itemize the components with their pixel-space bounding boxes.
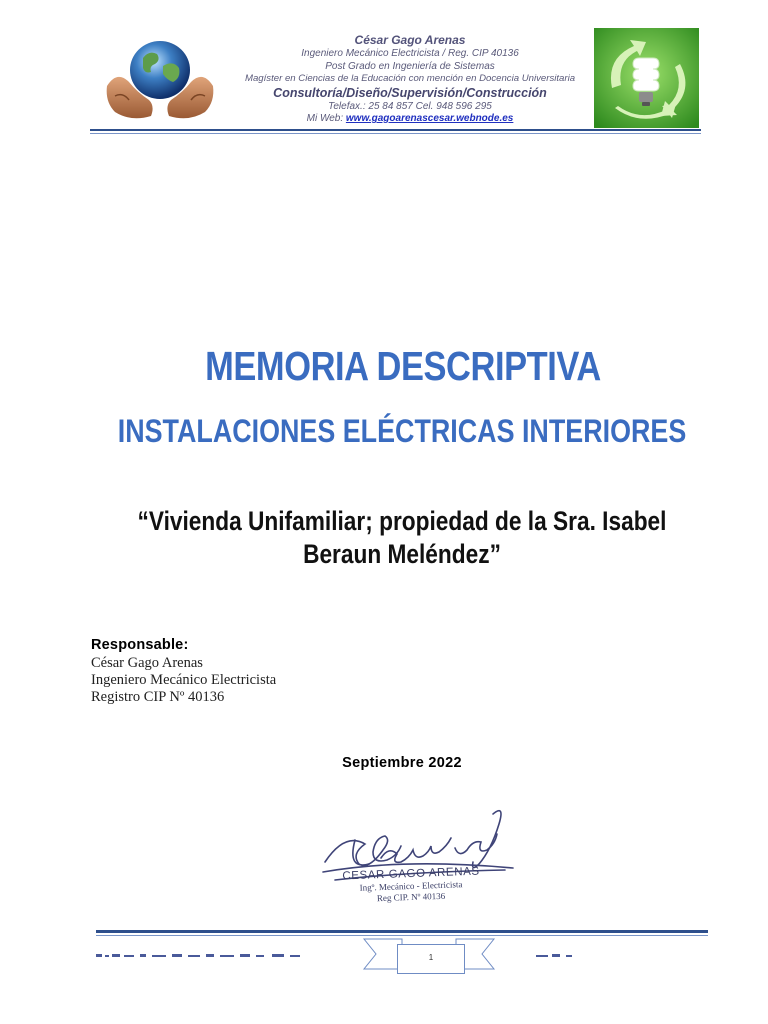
header-rule-thin bbox=[90, 133, 701, 134]
responsible-label: Responsable: bbox=[91, 637, 189, 653]
document-date: Septiembre 2022 bbox=[342, 755, 462, 771]
responsible-name: César Gago Arenas bbox=[91, 655, 203, 671]
eco-bulb-recycle-icon bbox=[594, 28, 699, 128]
letterhead-services: Consultoría/Diseño/Supervisión/Construcción bbox=[273, 85, 547, 100]
eco-bulb-logo bbox=[594, 28, 699, 128]
web-link[interactable]: www.gagoarenascesar.webnode.es bbox=[345, 113, 514, 124]
letterhead-credential-2: Post Grado en Ingeniería de Sistemas bbox=[325, 60, 495, 72]
letterhead-web bbox=[225, 113, 595, 126]
page-number: 1 bbox=[397, 944, 465, 974]
project-line-2: Beraun Meléndez” bbox=[303, 539, 501, 569]
project-name bbox=[64, 505, 739, 571]
letterhead-credential-3: Magíster en Ciencias de la Educación con mención en Docencia Universitaria bbox=[244, 73, 576, 84]
letterhead-name: César Gago Arenas bbox=[354, 33, 466, 47]
web-label: Mi Web: bbox=[306, 113, 346, 124]
stamp-profession: Ingº. Mecánico - Electricista bbox=[359, 879, 463, 893]
document-subtitle: INSTALACIONES ELÉCTRICAS INTERIORES bbox=[117, 413, 687, 449]
letterhead-phones: Telefax.: 25 84 857 Cel. 948 596 295 bbox=[328, 100, 492, 112]
globe-in-hands-icon bbox=[95, 36, 225, 128]
stamp-name: CESAR GAGO ARENAS bbox=[342, 865, 480, 883]
header-rule bbox=[90, 129, 701, 131]
letterhead-credential-1: Ingeniero Mecánico Electricista / Reg. CIP 40136 bbox=[301, 48, 519, 59]
letterhead-text bbox=[225, 33, 595, 126]
engineer-stamp bbox=[336, 865, 486, 904]
responsible-registry: Registro CIP Nº 40136 bbox=[91, 689, 225, 705]
responsible-profession: Ingeniero Mecánico Electricista bbox=[91, 672, 277, 688]
project-line-1: “Vivienda Unifamiliar; propiedad de la Sra. Isabel bbox=[137, 506, 667, 536]
footer-rule bbox=[96, 930, 708, 933]
globe-in-hands-logo bbox=[95, 36, 225, 128]
document-title: MEMORIA DESCRIPTIVA bbox=[205, 343, 601, 389]
stamp-registry: Reg CIP. Nº 40136 bbox=[376, 890, 446, 904]
